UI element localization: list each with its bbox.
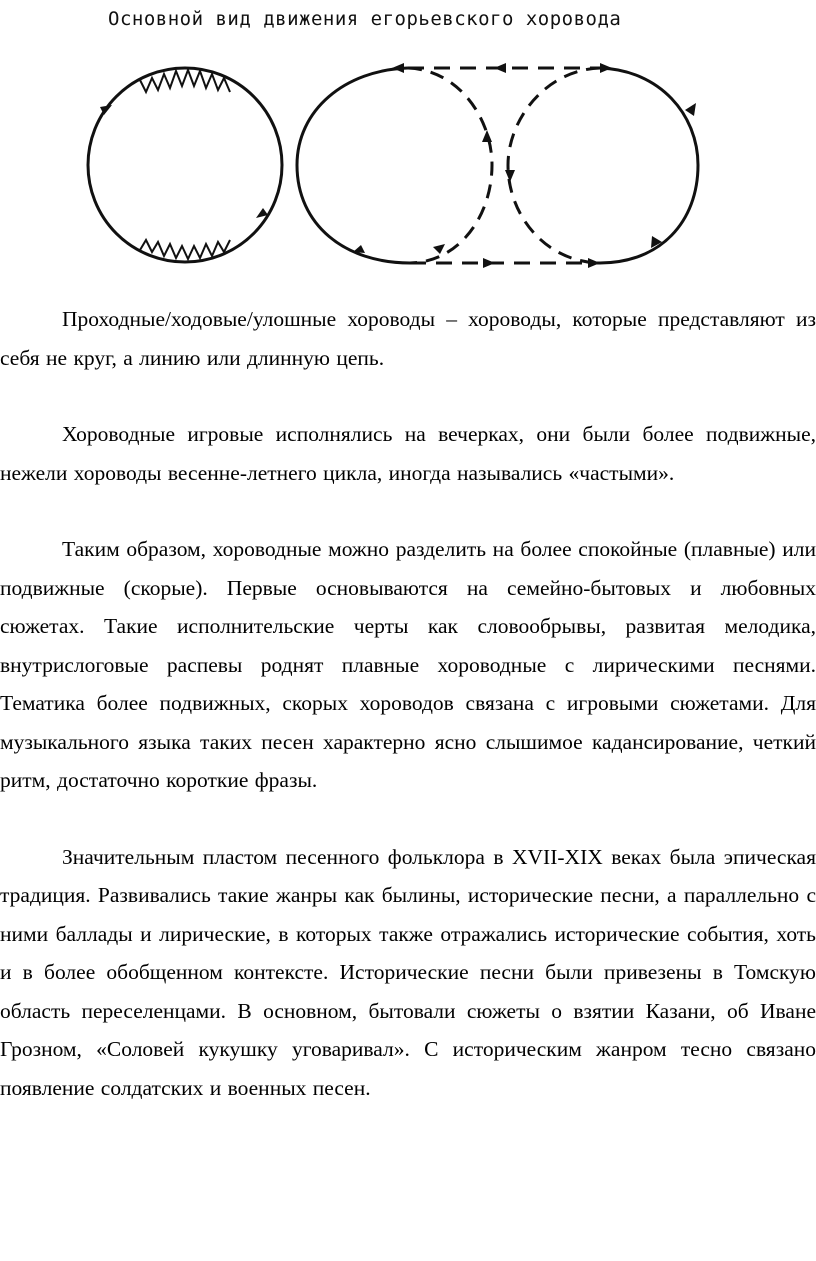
arrow-mid-bottom [353, 245, 365, 253]
paragraph-2: Хороводные игровые исполнялись на вечерках, они были более подвижные, нежели хороводы весенне-летнего цикла, иногда назывались «частыми». [0, 422, 816, 485]
circle-left [88, 68, 282, 262]
paragraph-3: Таким образом, хороводные можно разделить на более спокойные (плавные) или подвижные (скорые). Первые основываются на семейно-бытовых и любовных сюжетах. Такие исполнительские черты как словообрывы, развитая мелодика, внутрислоговые распевы роднят плавные хороводные с лирическими песнями. Тематика более подвижных, скорых хороводов связана с игровыми сюжетами. Для музыкального языка таких песен характерно ясно слышимое кадансирование, четкий ритм, достаточно короткие фразы. [0, 537, 816, 792]
choreography-figure [0, 0, 816, 290]
arrow-mid-dash-1 [482, 130, 492, 142]
oval-right-dashed [508, 68, 600, 263]
arrow-right-4 [588, 258, 600, 268]
arrow-right-dash [505, 170, 515, 182]
oval-left [297, 68, 410, 263]
arrow-mid-top [392, 63, 404, 73]
body-text [0, 300, 816, 1145]
paragraph-4: Значительным пластом песенного фольклора в XVII-XIX веках была эпическая традиция. Развивались такие жанры как былины, исторические песни, а параллельно с ними баллады и лирические, в которых также отражались исторические события, хоть и в более обобщенном контексте. Исторические песни были привезены в Томскую область переселенцами. В основном, бытовали сюжеты о взятии Казани, об Иване Грозном, «Соловей кукушку уговаривал». С историческим жанром тесно связано появление солдатских и военных песен. [0, 844, 816, 1100]
arrow-right-3 [600, 63, 612, 73]
figure-title: Основной вид движения егорьевского хоровода [108, 8, 622, 30]
oval-left-dashed [408, 68, 492, 263]
arrow-bottom-conn [483, 258, 495, 268]
arrow-mid-dash-2 [433, 244, 445, 254]
arrow-right-1 [685, 103, 696, 116]
arrow-top-conn [494, 63, 506, 73]
paragraph-1: Проходные/ходовые/улошные хороводы – хороводы, которые представляют из себя не круг, а линию или длинную цепь. [0, 307, 816, 370]
oval-right [600, 68, 698, 263]
round-dance-diagram [0, 40, 816, 280]
